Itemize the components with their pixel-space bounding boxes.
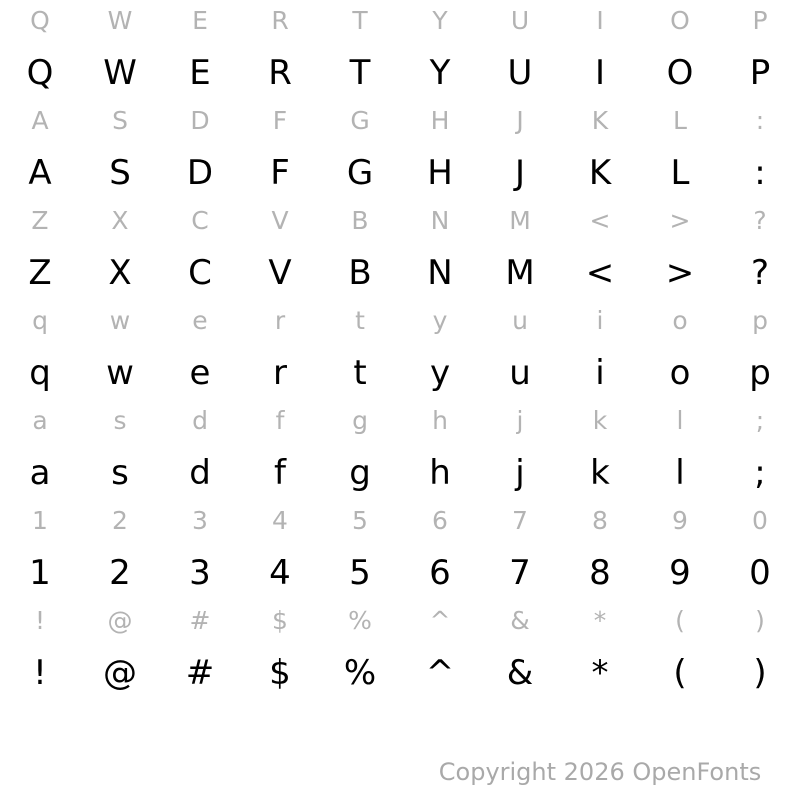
glyph-row-pair <box>0 0 800 100</box>
glyph: ( <box>673 653 687 693</box>
glyph: V <box>271 205 289 235</box>
glyph: 1 <box>32 505 48 535</box>
glyph-row-preview <box>0 200 800 240</box>
glyph: ; <box>755 405 765 435</box>
glyph: i <box>596 305 604 335</box>
glyph: o <box>669 353 691 393</box>
glyph: D <box>190 105 210 135</box>
glyph: C <box>188 253 212 293</box>
glyph-row-preview <box>0 400 800 440</box>
glyph: @ <box>107 605 133 635</box>
glyph: S <box>109 153 131 193</box>
glyph: h <box>429 453 451 493</box>
glyph: 8 <box>589 553 611 593</box>
glyph: O <box>666 53 694 93</box>
glyph: Y <box>432 5 448 35</box>
glyph: H <box>430 105 450 135</box>
glyph: I <box>596 5 604 35</box>
glyph: G <box>350 105 370 135</box>
glyph-row-preview <box>0 100 800 140</box>
glyph: L <box>670 153 690 193</box>
copyright-text: Copyright 2026 OpenFonts <box>438 758 762 786</box>
glyph: u <box>512 305 528 335</box>
glyph-row-pair <box>0 600 800 700</box>
glyph-row-main <box>0 440 800 500</box>
glyph: $ <box>269 653 291 693</box>
glyph: # <box>189 605 211 635</box>
glyph: N <box>430 205 450 235</box>
glyph: 9 <box>669 553 691 593</box>
glyph-row-main <box>0 240 800 300</box>
glyph: & <box>510 605 530 635</box>
glyph: F <box>272 105 288 135</box>
glyph-row-preview <box>0 300 800 340</box>
glyph: ! <box>34 605 46 635</box>
glyph: W <box>107 5 133 35</box>
glyph: l <box>675 453 685 493</box>
glyph: * <box>593 605 607 635</box>
glyph: p <box>749 353 771 393</box>
glyph: r <box>273 353 287 393</box>
glyph: y <box>429 353 451 393</box>
glyph: r <box>274 305 286 335</box>
glyph: 1 <box>29 553 51 593</box>
glyph: W <box>103 53 137 93</box>
glyph: 5 <box>352 505 368 535</box>
glyph: 6 <box>432 505 448 535</box>
glyph: 5 <box>349 553 371 593</box>
glyph: k <box>592 405 608 435</box>
glyph: U <box>510 5 530 35</box>
glyph: s <box>111 453 129 493</box>
glyph: Z <box>31 205 49 235</box>
glyph: < <box>589 205 611 235</box>
glyph: ; <box>754 453 766 493</box>
glyph: d <box>189 453 211 493</box>
glyph: U <box>507 53 533 93</box>
glyph: w <box>109 305 131 335</box>
glyph: : <box>755 105 765 135</box>
glyph: A <box>28 153 52 193</box>
glyph: : <box>754 153 766 193</box>
glyph: ? <box>750 253 770 293</box>
glyph: J <box>516 105 524 135</box>
glyph: > <box>665 253 695 293</box>
glyph-row-main <box>0 40 800 100</box>
glyph: f <box>274 453 286 493</box>
glyph-row-pair <box>0 200 800 300</box>
glyph: 0 <box>749 553 771 593</box>
glyph: M <box>505 253 535 293</box>
glyph: 4 <box>269 553 291 593</box>
glyph-row-main <box>0 340 800 400</box>
glyph: s <box>113 405 127 435</box>
glyph: 0 <box>752 505 768 535</box>
glyph: u <box>509 353 531 393</box>
glyph: V <box>268 253 292 293</box>
glyph: w <box>106 353 134 393</box>
glyph: 3 <box>192 505 208 535</box>
glyph: j <box>516 405 524 435</box>
glyph: % <box>348 605 372 635</box>
glyph: 9 <box>672 505 688 535</box>
glyph: T <box>352 5 368 35</box>
glyph: k <box>590 453 610 493</box>
glyph: ) <box>753 653 767 693</box>
glyph: g <box>352 405 368 435</box>
glyph: # <box>185 653 215 693</box>
glyph: t <box>355 305 365 335</box>
glyph: E <box>189 53 211 93</box>
glyph: l <box>676 405 684 435</box>
glyph: y <box>432 305 448 335</box>
glyph-row-pair <box>0 300 800 400</box>
glyph: 2 <box>109 553 131 593</box>
glyph: ( <box>675 605 685 635</box>
glyph: * <box>591 653 609 693</box>
glyph: > <box>669 205 691 235</box>
glyph: 6 <box>429 553 451 593</box>
glyph: X <box>111 205 129 235</box>
glyph: O <box>670 5 690 35</box>
glyph: P <box>752 5 768 35</box>
glyph: 3 <box>189 553 211 593</box>
glyph-row-pair <box>0 400 800 500</box>
glyph: o <box>672 305 688 335</box>
glyph-row-main <box>0 540 800 600</box>
glyph: % <box>343 653 377 693</box>
glyph: B <box>348 253 372 293</box>
glyph-row-pair <box>0 100 800 200</box>
glyph: p <box>752 305 768 335</box>
glyph: ^ <box>429 605 451 635</box>
glyph: h <box>432 405 448 435</box>
glyph: Y <box>429 53 451 93</box>
glyph: J <box>514 153 526 193</box>
glyph: i <box>595 353 605 393</box>
glyph: ^ <box>425 653 455 693</box>
glyph: R <box>271 5 289 35</box>
glyph: t <box>353 353 367 393</box>
glyph: q <box>29 353 51 393</box>
glyph: e <box>192 305 208 335</box>
glyph: F <box>270 153 290 193</box>
glyph: 2 <box>112 505 128 535</box>
glyph: L <box>673 105 687 135</box>
glyph: ! <box>33 653 47 693</box>
glyph: 7 <box>509 553 531 593</box>
glyph: j <box>515 453 525 493</box>
glyph-row-preview <box>0 0 800 40</box>
glyph: M <box>509 205 531 235</box>
glyph: K <box>591 105 609 135</box>
glyph: q <box>32 305 48 335</box>
glyph: e <box>189 353 211 393</box>
glyph: K <box>588 153 612 193</box>
glyph: 8 <box>592 505 608 535</box>
glyph: ? <box>753 205 767 235</box>
glyph: T <box>349 53 371 93</box>
glyph: C <box>191 205 209 235</box>
glyph-row-pair <box>0 500 800 600</box>
glyph-row-preview <box>0 600 800 640</box>
glyph: a <box>32 405 48 435</box>
glyph: B <box>351 205 369 235</box>
glyph: & <box>506 653 534 693</box>
glyph: g <box>349 453 371 493</box>
glyph: < <box>585 253 615 293</box>
glyph: P <box>749 53 771 93</box>
glyph: G <box>346 153 374 193</box>
glyph: 4 <box>272 505 288 535</box>
glyph: Q <box>30 5 50 35</box>
glyph-row-main <box>0 140 800 200</box>
glyph: d <box>192 405 208 435</box>
glyph: 7 <box>512 505 528 535</box>
glyph: S <box>112 105 128 135</box>
glyph: f <box>275 405 285 435</box>
glyph: H <box>427 153 453 193</box>
glyph: R <box>268 53 292 93</box>
glyph-row-preview <box>0 500 800 540</box>
glyph: A <box>31 105 49 135</box>
glyph: X <box>108 253 132 293</box>
glyph: $ <box>272 605 288 635</box>
glyph: Q <box>26 53 54 93</box>
glyph: I <box>594 53 606 93</box>
glyph: a <box>29 453 51 493</box>
glyph: D <box>186 153 214 193</box>
glyph: ) <box>755 605 765 635</box>
glyph-row-main <box>0 640 800 700</box>
glyph: @ <box>103 653 137 693</box>
glyph: E <box>192 5 208 35</box>
glyph: N <box>427 253 453 293</box>
glyph: Z <box>28 253 52 293</box>
